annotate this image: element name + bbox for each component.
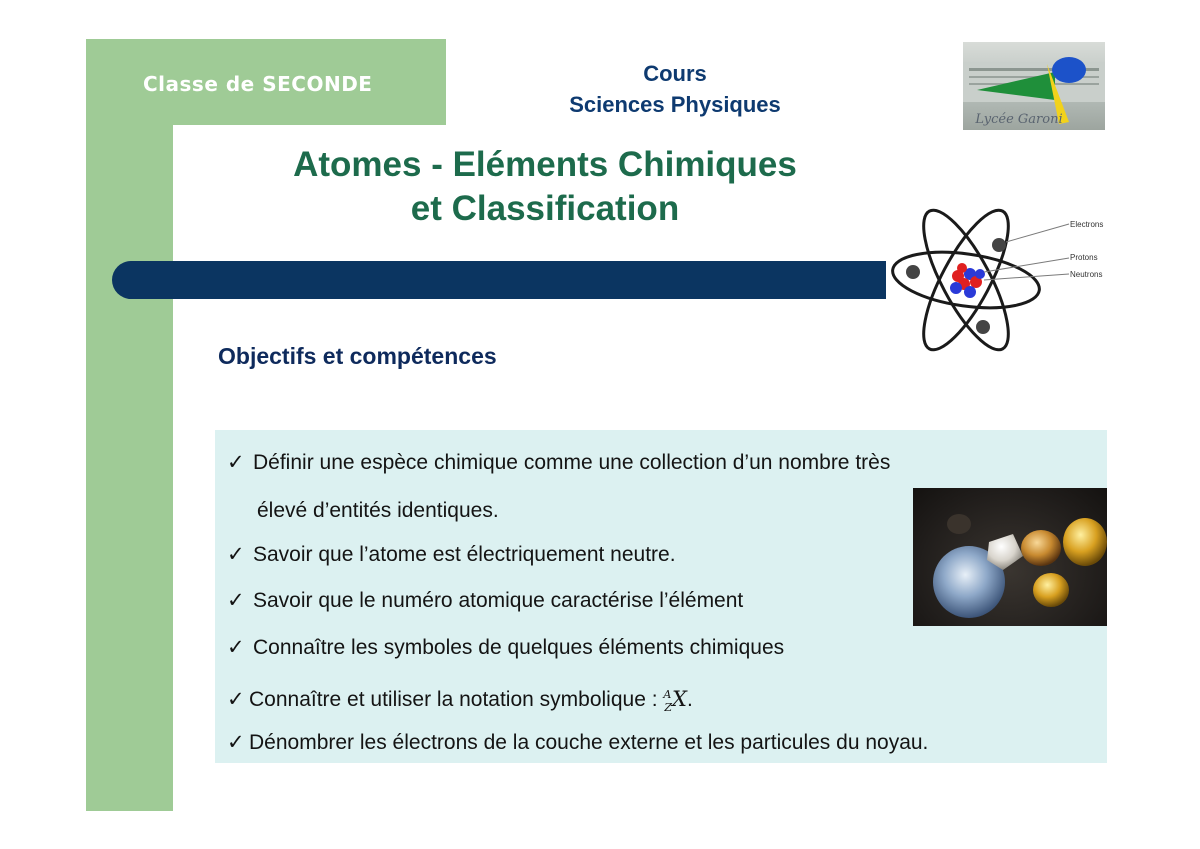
course-line-2: Sciences Physiques [569, 92, 781, 117]
nuclide-notation [663, 687, 687, 715]
school-logo [963, 42, 1105, 130]
item-text: Définir une espèce chimique comme une collection d’un nombre très [253, 451, 891, 474]
logo-text: Lycée Garoni [975, 112, 1063, 127]
check-icon: ✓ [227, 731, 245, 754]
item-text: Dénombrer les électrons de la couche externe et les particules du noyau. [249, 731, 929, 754]
item-text: Connaître les symboles de quelques éléments chimiques [253, 636, 785, 659]
left-green-bar [86, 39, 173, 811]
list-item [227, 450, 890, 476]
mass-number: A [663, 688, 672, 701]
check-icon: ✓ [227, 589, 245, 612]
class-label: Classe de SECONDE [143, 72, 373, 96]
element-symbol: X [672, 687, 687, 711]
item-text: élevé d’entités identiques. [257, 499, 499, 522]
navy-divider-band [112, 261, 902, 299]
atomic-number: Z [664, 701, 673, 715]
item-text: Savoir que l’atome est électriquement neutre. [253, 543, 676, 566]
atom-label-neutrons: Neutrons [1070, 270, 1103, 279]
item-text: Savoir que le numéro atomique caractérise l’élément [253, 589, 744, 612]
list-item [227, 542, 676, 568]
list-item [227, 635, 784, 661]
check-icon: ✓ [227, 688, 245, 711]
school-logo-icon [963, 42, 1105, 130]
course-heading [520, 58, 830, 120]
check-icon: ✓ [227, 451, 245, 474]
item-text: Connaître et utiliser la notation symbolique : [249, 688, 658, 711]
check-icon: ✓ [227, 543, 245, 566]
atom-label-electrons: Electrons [1070, 220, 1104, 229]
check-icon: ✓ [227, 636, 245, 659]
gemstones-icon [913, 488, 1107, 626]
list-item [227, 588, 743, 614]
atom-illustration [886, 202, 1116, 360]
list-item [227, 730, 928, 756]
notation-suffix: . [686, 688, 693, 711]
title-line-2: et Classification [410, 189, 680, 228]
gemstones-photo [913, 488, 1107, 626]
atom-icon [886, 202, 1116, 360]
atom-label-protons: Protons [1070, 253, 1098, 262]
course-line-1: Cours [643, 61, 707, 86]
list-item [227, 682, 693, 721]
section-heading: Objectifs et compétences [218, 343, 497, 369]
page-title [250, 143, 840, 231]
title-line-1: Atomes - Eléments Chimiques [293, 145, 797, 184]
list-item-continuation [257, 498, 499, 524]
